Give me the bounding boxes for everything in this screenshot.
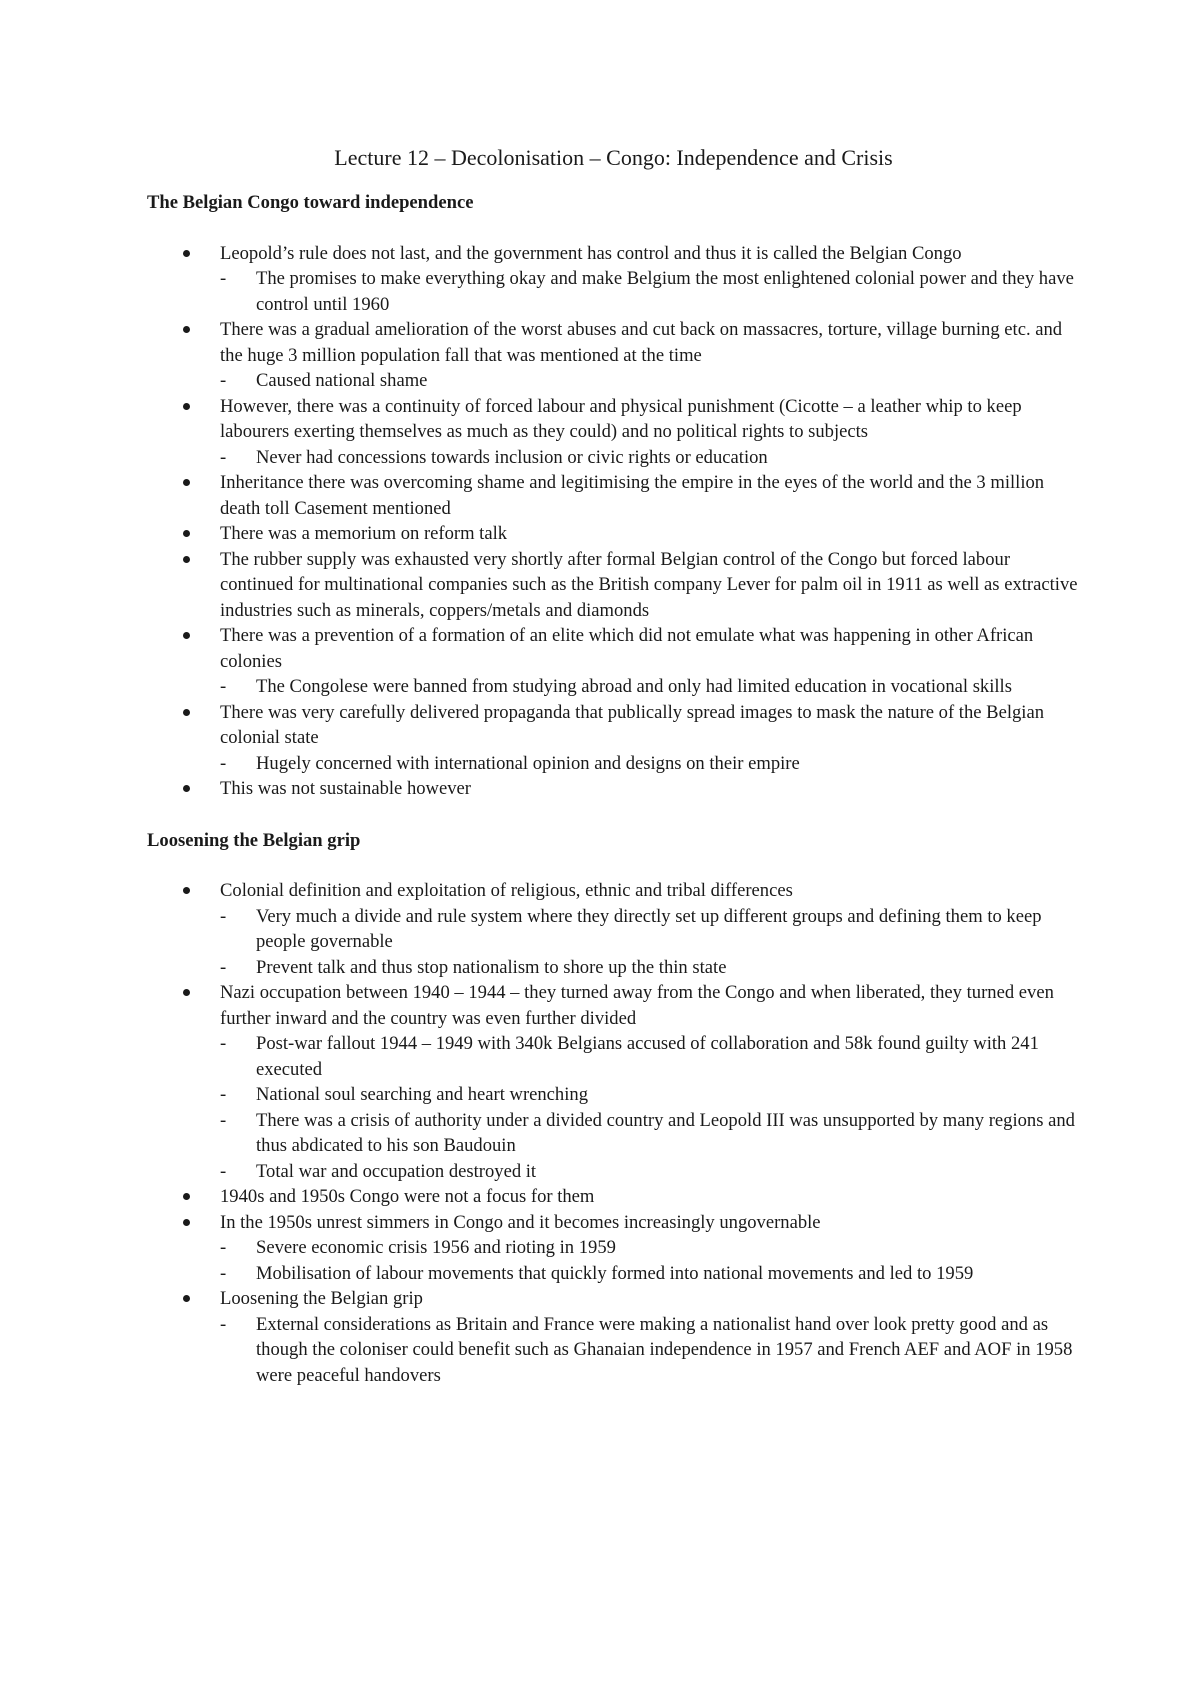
bullet-item	[147, 470, 1080, 521]
sub-bullet-item	[220, 1108, 1080, 1159]
dash-icon: -	[220, 1262, 227, 1284]
bullet-text: There was a gradual amelioration of the worst abuses and cut back on massacres, torture, village burning etc. and the huge 3 million population fall that was mentioned at the time	[220, 319, 1063, 366]
bullet-dot-icon	[183, 1295, 190, 1302]
sub-bullet-item	[220, 1235, 1080, 1261]
bullet-item	[147, 241, 1080, 318]
sub-bullet-list	[220, 368, 1080, 394]
sub-bullet-text: Severe economic crisis 1956 and rioting in 1959	[256, 1237, 616, 1258]
sub-bullet-text: Mobilisation of labour movements that quickly formed into national movements and led to 1959	[256, 1262, 974, 1284]
sub-bullet-list	[220, 904, 1080, 981]
dash-icon: -	[220, 1313, 227, 1335]
bullet-item	[147, 1286, 1080, 1388]
dash-icon: -	[220, 676, 227, 697]
bullet-dot-icon	[183, 632, 190, 639]
bullet-item	[147, 521, 1080, 547]
bullet-item	[147, 980, 1080, 1184]
document-title: Lecture 12 – Decolonisation – Congo: Independence and Crisis	[334, 145, 893, 170]
sub-bullet-list	[220, 1235, 1080, 1286]
dash-icon: -	[220, 268, 227, 289]
bullet-text: There was very carefully delivered propaganda that publically spread images to mask the nature of the Belgian colonial state	[220, 701, 1045, 748]
sub-bullet-item	[220, 368, 1080, 394]
section-heading: Loosening the Belgian grip	[147, 829, 361, 851]
sub-bullet-text: Prevent talk and thus stop nationalism to shore up the thin state	[256, 956, 727, 978]
section-2	[147, 828, 1080, 1389]
bullet-text: The rubber supply was exhausted very shortly after formal Belgian control of the Congo but forced labour continued for multinational companies such as the British company Lever for palm oil in 1911 as well as extractive industries such as minerals, coppers/metals and diamonds	[220, 548, 1078, 621]
bullet-text: Loosening the Belgian grip	[220, 1288, 423, 1309]
bullet-dot-icon	[183, 887, 190, 894]
bullet-dot-icon	[183, 403, 190, 410]
dash-icon: -	[220, 1084, 227, 1105]
bullet-item	[147, 547, 1080, 624]
bullet-dot-icon	[183, 250, 190, 257]
sub-bullet-item	[220, 674, 1080, 700]
bullet-text: This was not sustainable however	[220, 778, 471, 799]
dash-icon: -	[220, 1160, 227, 1182]
bullet-text: Colonial definition and exploitation of religious, ethnic and tribal differences	[220, 880, 793, 901]
dash-icon: -	[220, 956, 227, 978]
section-heading: The Belgian Congo toward independence	[147, 192, 474, 213]
sub-bullet-list	[220, 266, 1080, 317]
sub-bullet-item	[220, 1312, 1080, 1389]
dash-icon: -	[220, 370, 227, 391]
bullet-item	[147, 776, 1080, 802]
bullet-item	[147, 1210, 1080, 1287]
sub-bullet-item	[220, 266, 1080, 317]
dash-icon: -	[220, 446, 227, 468]
bullet-dot-icon	[183, 556, 190, 563]
bullet-text: There was a memorium on reform talk	[220, 523, 508, 544]
sub-bullet-list	[220, 674, 1080, 700]
sub-bullet-list	[220, 445, 1080, 471]
dash-icon: -	[220, 1109, 227, 1131]
dash-icon: -	[220, 752, 227, 774]
sub-bullet-text: Hugely concerned with international opinion and designs on their empire	[256, 752, 800, 774]
sub-bullet-text: Very much a divide and rule system where they directly set up different groups and defining them to keep people governable	[256, 905, 1042, 952]
sub-bullet-text: Total war and occupation destroyed it	[256, 1160, 537, 1182]
bullet-text: In the 1950s unrest simmers in Congo and it becomes increasingly ungovernable	[220, 1211, 821, 1233]
sub-bullet-item	[220, 1159, 1080, 1185]
bullet-item	[147, 700, 1080, 777]
bullet-text: 1940s and 1950s Congo were not a focus for them	[220, 1186, 595, 1207]
sub-bullet-list	[220, 1312, 1080, 1389]
sub-bullet-item	[220, 751, 1080, 777]
bullet-dot-icon	[183, 326, 190, 333]
sub-bullet-text: The promises to make everything okay and make Belgium the most enlightened colonial power and they have control until 1960	[256, 268, 1074, 315]
sub-bullet-item	[220, 1031, 1080, 1082]
sub-bullet-text: National soul searching and heart wrenching	[256, 1084, 588, 1105]
sub-bullet-text: Caused national shame	[256, 370, 428, 391]
bullet-text: However, there was a continuity of forced labour and physical punishment (Cicotte – a leather whip to keep labourers exerting themselves as much as they could) and no political rights to subjects	[220, 395, 1022, 442]
dash-icon: -	[220, 905, 227, 927]
bullet-item	[147, 394, 1080, 471]
sub-bullet-list	[220, 751, 1080, 777]
bullet-dot-icon	[183, 1219, 190, 1226]
sub-bullet-text: Never had concessions towards inclusion or civic rights or education	[256, 446, 768, 468]
sub-bullet-item	[220, 445, 1080, 471]
section-1	[147, 190, 1080, 802]
sub-bullet-text: External considerations as Britain and France were making a nationalist hand over look pretty good and as though the coloniser could benefit such as Ghanaian independence in 1957 and French AEF and AOF in 1958 were peaceful handovers	[256, 1313, 1073, 1386]
bullet-item	[147, 623, 1080, 700]
bullet-dot-icon	[183, 479, 190, 486]
bullet-dot-icon	[183, 785, 190, 792]
sub-bullet-item	[220, 1261, 1080, 1287]
bullet-item	[147, 317, 1080, 394]
sub-bullet-item	[220, 904, 1080, 955]
sub-bullet-text: The Congolese were banned from studying abroad and only had limited education in vocational skills	[256, 676, 1012, 697]
bullet-dot-icon	[183, 1193, 190, 1200]
bullet-text: Nazi occupation between 1940 – 1944 – they turned away from the Congo and when liberated, they turned even further inward and the country was even further divided	[220, 982, 1054, 1029]
bullet-text: There was a prevention of a formation of an elite which did not emulate what was happening in other African colonies	[220, 625, 1034, 672]
dash-icon: -	[220, 1033, 227, 1054]
sub-bullet-text: Post-war fallout 1944 – 1949 with 340k Belgians accused of collaboration and 58k found guilty with 241 executed	[256, 1033, 1039, 1080]
sub-bullet-item	[220, 955, 1080, 981]
bullet-text: Inheritance there was overcoming shame and legitimising the empire in the eyes of the world and the 3 million death toll Casement mentioned	[220, 472, 1045, 519]
sub-bullet-text: There was a crisis of authority under a divided country and Leopold III was unsupported by many regions and thus abdicated to his son Baudouin	[256, 1109, 1075, 1156]
bullet-item	[147, 878, 1080, 980]
bullet-dot-icon	[183, 989, 190, 996]
bullet-dot-icon	[183, 530, 190, 537]
bullet-item	[147, 1184, 1080, 1210]
bullet-list	[147, 878, 1080, 1388]
sub-bullet-list	[220, 1031, 1080, 1184]
bullet-text: Leopold’s rule does not last, and the government has control and thus it is called the Belgian Congo	[220, 242, 962, 264]
sub-bullet-item	[220, 1082, 1080, 1108]
dash-icon: -	[220, 1237, 227, 1258]
bullet-list	[147, 241, 1080, 802]
bullet-dot-icon	[183, 709, 190, 716]
